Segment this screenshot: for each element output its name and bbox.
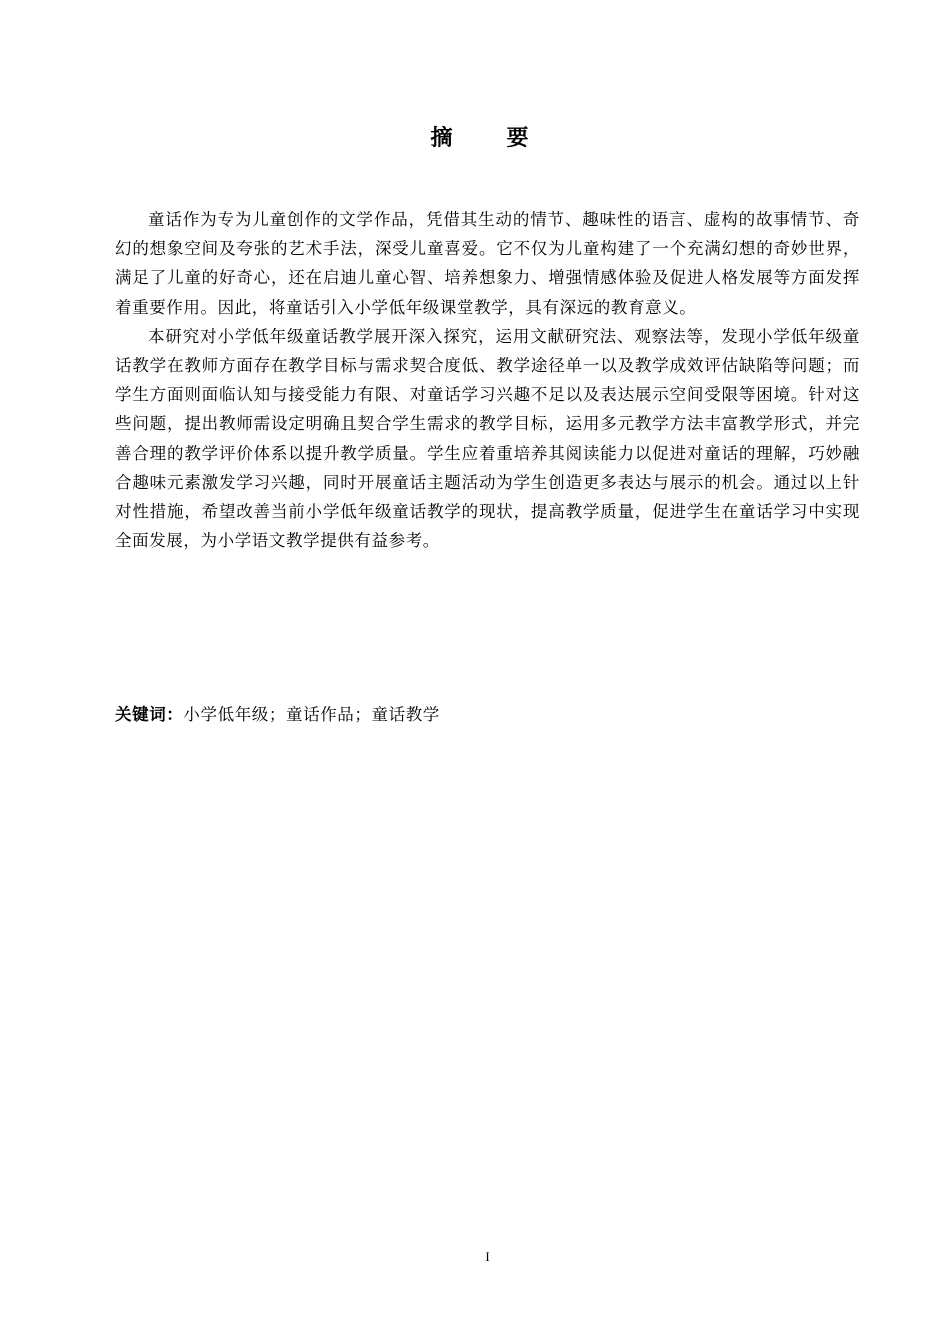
- keywords-value: 小学低年级；童话作品；童话教学: [183, 705, 440, 724]
- page-number: I: [485, 1249, 490, 1264]
- abstract-body: [115, 205, 860, 555]
- abstract-title: 摘 要: [430, 126, 545, 151]
- keywords-label: 关键词：: [115, 705, 184, 724]
- abstract-paragraph-2: 本研究对小学低年级童话教学展开深入探究，运用文献研究法、观察法等，发现小学低年级童话教学在教师方面存在教学目标与需求契合度低、教学途径单一以及教学成效评估缺陷等问题；而学生方面则面临认知与接受能力有限、对童话学习兴趣不足以及表达展示空间受限等困境。针对这些问题，提出教师需设定明确且契合学生需求的教学目标，运用多元教学方法丰富教学形式，并完善合理的教学评价体系以提升教学质量。学生应着重培养其阅读能力以促进对童话的理解，巧妙融合趣味元素激发学习兴趣，同时开展童话主题活动为学生创造更多表达与展示的机会。通过以上针对性措施，希望改善当前小学低年级童话教学的现状，提高教学质量，促进学生在童话学习中实现全面发展，为小学语文教学提供有益参考。: [115, 326, 860, 551]
- abstract-paragraph-1: 童话作为专为儿童创作的文学作品，凭借其生动的情节、趣味性的语言、虚构的故事情节、奇幻的想象空间及夸张的艺术手法，深受儿童喜爱。它不仅为儿童构建了一个充满幻想的奇妙世界，满足了儿童的好奇心，还在启迪儿童心智、培养想象力、增强情感体验及促进人格发展等方面发挥着重要作用。因此，将童话引入小学低年级课堂教学，具有深远的教育意义。: [115, 210, 860, 317]
- keywords-line: [115, 702, 860, 728]
